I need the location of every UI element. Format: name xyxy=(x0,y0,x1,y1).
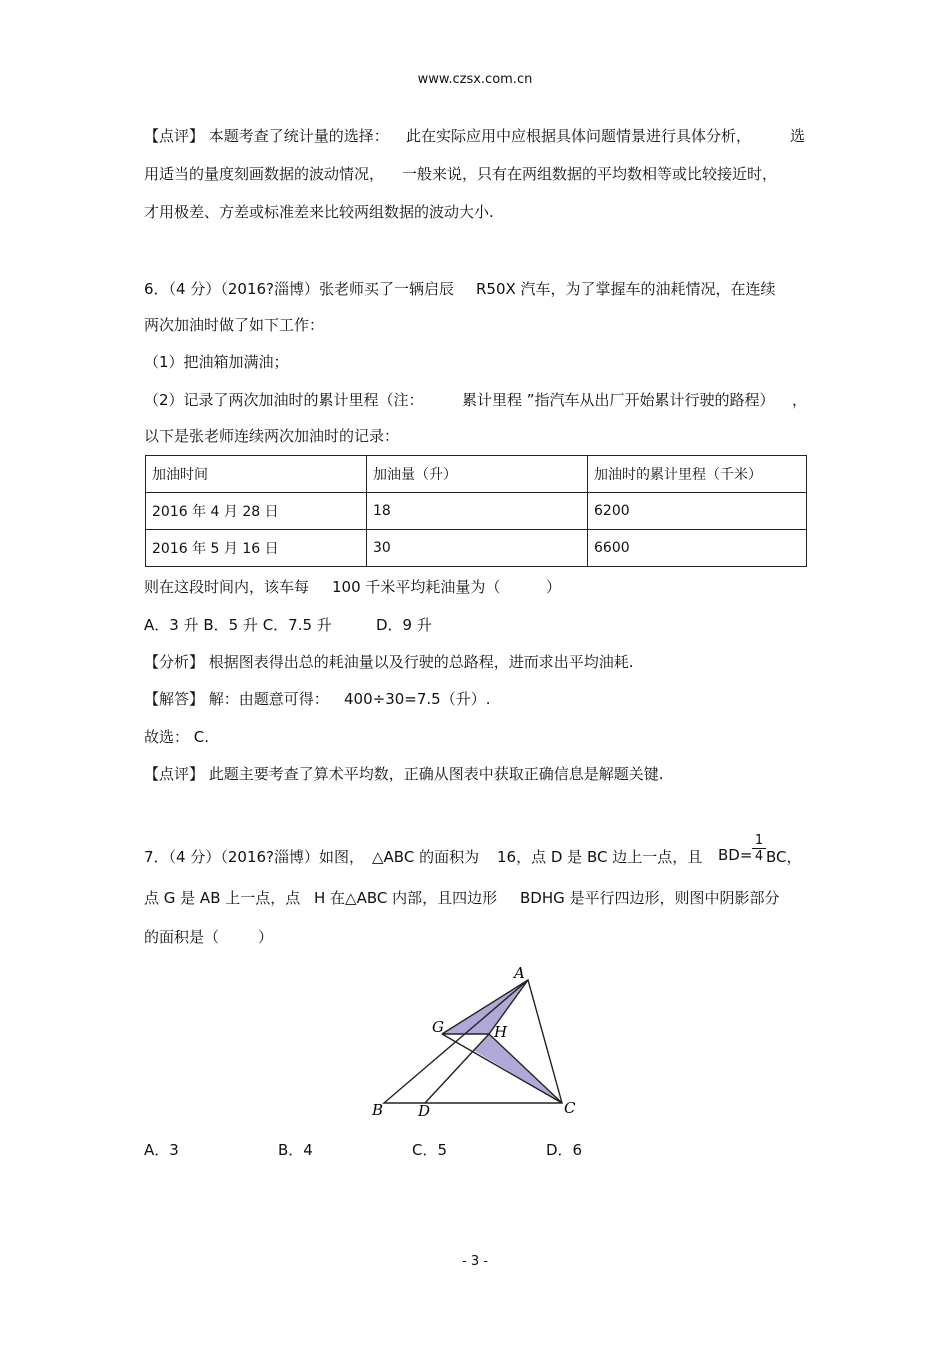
table-cell: 2016 年 5 月 16 日 xyxy=(146,530,367,567)
table-cell: 2016 年 4 月 28 日 xyxy=(146,493,367,530)
table-cell: 18 xyxy=(367,493,588,530)
refuel-table xyxy=(145,455,807,567)
comment5-line1-c: 选 xyxy=(790,127,806,145)
table-row xyxy=(146,493,807,530)
q6-line6-a: 则在这段时间内，该车每 xyxy=(144,578,310,596)
q7-line1-a: 7．（4 分）（2016?淄博）如图， xyxy=(144,848,364,866)
table-header-cell: 加油量（升） xyxy=(367,456,588,493)
page-header: www.czsx.com.cn xyxy=(417,72,533,87)
q7-line1-c: 16，点 D 是 BC 边上一点，且 xyxy=(497,848,703,866)
table-header-row xyxy=(146,456,807,493)
q6-answer-a: 【解答】 解：由题意可得： xyxy=(144,690,329,708)
q7-line1-d: BD= xyxy=(718,846,753,864)
comment5-line1-a: 【点评】 本题考查了统计量的选择： xyxy=(144,127,389,145)
q7-line2-b: H 在△ABC 内部，且四边形 xyxy=(314,889,498,907)
fraction-denominator: 4 xyxy=(754,849,764,864)
q6-line4-a: （2）记录了两次加油时的累计里程（注： xyxy=(144,391,424,409)
q6-line2: 两次加油时做了如下工作： xyxy=(144,316,325,334)
q7-option-d: D．6 xyxy=(546,1141,583,1159)
table-cell: 30 xyxy=(367,530,588,567)
q7-line1-e: BC， xyxy=(766,848,802,866)
table-cell: 6600 xyxy=(588,530,807,567)
q7-option-c: C．5 xyxy=(412,1141,448,1159)
q6-line3: （1）把油箱加满油； xyxy=(144,353,289,371)
q6-option-d: D．9 升 xyxy=(376,616,432,634)
comment5-line2-a: 用适当的量度刻画数据的波动情况， xyxy=(144,165,385,183)
label-h: H xyxy=(494,1023,508,1041)
label-d: D xyxy=(418,1102,431,1120)
label-c: C xyxy=(564,1099,576,1117)
shaded-region-hc xyxy=(473,1034,562,1103)
q6-options: A．3 升 B．5 升 C．7.5 升 xyxy=(144,616,332,634)
q6-answer-b: 400÷30=7.5（升）. xyxy=(344,690,491,708)
comment5-line3: 才用极差、方差或标准差来比较两组数据的波动大小. xyxy=(144,203,494,221)
triangle-figure xyxy=(360,960,600,1125)
page-number: - 3 - xyxy=(462,1254,488,1269)
q6-line4-b: 累计里程 ”指汽车从出厂开始累计行驶的路程） xyxy=(462,391,775,409)
q6-line6-c: ） xyxy=(546,578,562,596)
q6-line4-c: ， xyxy=(792,391,808,409)
q7-option-a: A．3 xyxy=(144,1141,179,1159)
q6-line1-b: R50X 汽车，为了掌握车的油耗情况，在连续 xyxy=(476,280,776,298)
table-row xyxy=(146,530,807,567)
segment-hc xyxy=(489,1034,562,1103)
q7-line1-b: △ABC 的面积为 xyxy=(372,848,480,866)
q7-line3-a: 的面积是（ xyxy=(144,928,220,946)
table-header-cell: 加油时间 xyxy=(146,456,367,493)
q6-line5: 以下是张老师连续两次加油时的记录： xyxy=(144,427,400,445)
label-g: G xyxy=(432,1018,444,1036)
q6-choice: 故选： C. xyxy=(144,728,210,746)
label-b: B xyxy=(372,1101,384,1119)
q7-line2-a: 点 G 是 AB 上一点，点 xyxy=(144,889,301,907)
q7-line2-c: BDHG 是平行四边形，则图中阴影部分 xyxy=(520,889,780,907)
q6-line1-a: 6．（4 分）（2016?淄博）张老师买了一辆启辰 xyxy=(144,280,454,298)
comment5-line2-b: 一般来说，只有在两组数据的平均数相等或比较接近时， xyxy=(402,165,778,183)
comment5-line1-b: 此在实际应用中应根据具体问题情景进行具体分析， xyxy=(406,127,752,145)
q6-line6-b: 100 千米平均耗油量为（ xyxy=(332,578,501,596)
label-a: A xyxy=(514,964,525,982)
segment-gc xyxy=(442,1034,562,1103)
q6-analysis: 【分析】 根据图表得出总的耗油量以及行驶的总路程，进而求出平均油耗. xyxy=(144,653,634,671)
q6-comment: 【点评】 此题主要考查了算术平均数，正确从图表中获取正确信息是解题关键. xyxy=(144,765,664,783)
fraction-one-quarter xyxy=(752,834,766,863)
segment-hd xyxy=(425,1034,489,1103)
table-header-cell: 加油时的累计里程（千米） xyxy=(588,456,807,493)
q7-line3-b: ） xyxy=(258,928,274,946)
fraction-numerator: 1 xyxy=(754,833,764,848)
q7-option-b: B．4 xyxy=(278,1141,313,1159)
table-cell: 6200 xyxy=(588,493,807,530)
